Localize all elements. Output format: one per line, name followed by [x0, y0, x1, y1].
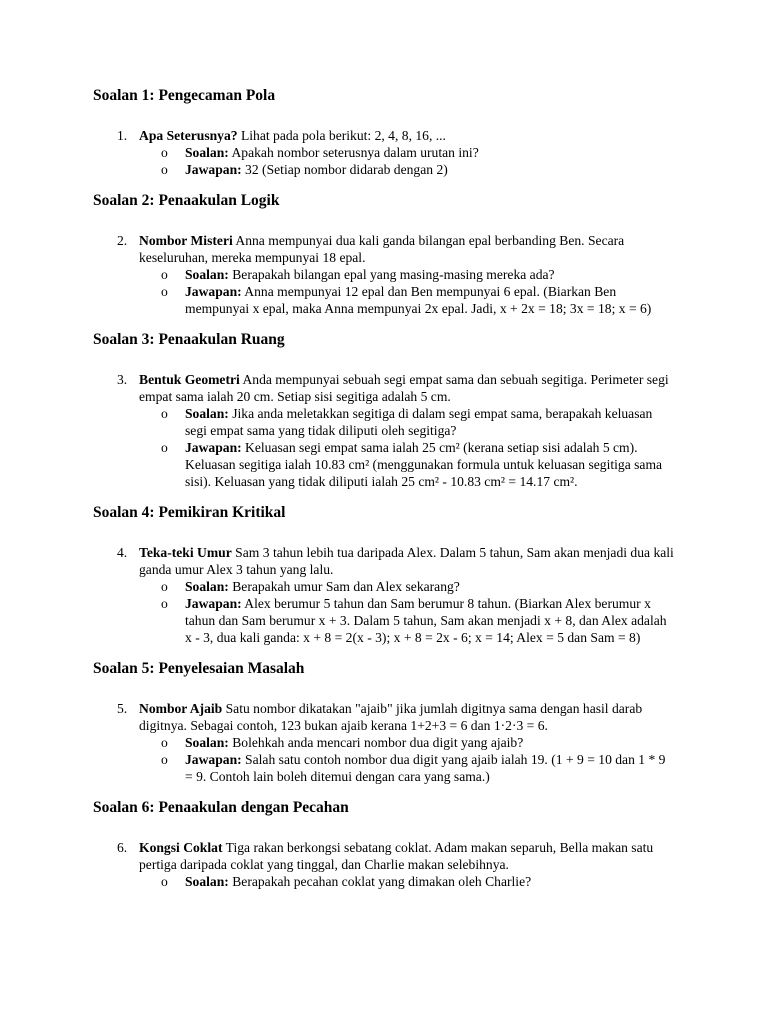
item-title: Bentuk Geometri [139, 372, 240, 387]
section-3 [93, 330, 676, 490]
sub-item-soalan [139, 266, 676, 283]
question-item [93, 127, 676, 178]
section-heading: Soalan 2: Penaakulan Logik [93, 192, 280, 209]
item-title: Teka-teki Umur [139, 545, 232, 560]
question-item [93, 839, 676, 890]
item-number: 5. [117, 701, 128, 716]
sub-text: Anna mempunyai 12 epal dan Ben mempunyai 6 epal. (Biarkan Ben mempunyai x epal, maka Anna mempunyai 2x epal. Jadi, x + 2x = 18; 3x = 18; x = 6) [185, 284, 652, 316]
question-item [93, 371, 676, 490]
sub-item-jawapan [139, 595, 676, 646]
question-item [93, 700, 676, 785]
section-6 [93, 798, 676, 890]
sub-label: Soalan: [185, 267, 229, 282]
sub-label: Soalan: [185, 406, 229, 421]
bullet-icon: o [161, 440, 168, 455]
bullet-icon: o [161, 284, 168, 299]
item-number: 6. [117, 840, 128, 855]
bullet-icon: o [161, 596, 168, 611]
item-number: 1. [117, 128, 128, 143]
item-title: Nombor Ajaib [139, 701, 223, 716]
bullet-icon: o [161, 752, 168, 767]
item-title: Nombor Misteri [139, 233, 233, 248]
item-text: Anna mempunyai dua kali ganda bilangan epal berbanding Ben. Secara keseluruhan, mereka mempunyai 18 epal. [139, 233, 625, 265]
bullet-icon: o [161, 579, 168, 594]
bullet-icon: o [161, 267, 168, 282]
sub-label: Soalan: [185, 874, 229, 889]
sub-text: Berapakah pecahan coklat yang dimakan oleh Charlie? [228, 874, 532, 889]
bullet-icon: o [161, 735, 168, 750]
sub-item-soalan [139, 144, 676, 161]
question-item [93, 544, 676, 646]
sub-text: Apakah nombor seterusnya dalam urutan ini? [228, 145, 479, 160]
sub-text: Jika anda meletakkan segitiga di dalam segi empat sama, berapakah keluasan segi empat sama yang tidak diliputi oleh segitiga? [185, 406, 653, 438]
sub-list [139, 734, 676, 785]
sub-item-jawapan [139, 439, 676, 490]
section-heading: Soalan 3: Penaakulan Ruang [93, 331, 285, 348]
sub-item-jawapan [139, 161, 676, 178]
sub-item-soalan [139, 405, 676, 439]
section-2 [93, 191, 676, 317]
item-text: Sam 3 tahun lebih tua daripada Alex. Dalam 5 tahun, Sam akan menjadi dua kali ganda umur Alex 3 tahun yang lalu. [139, 545, 674, 577]
sub-list [139, 873, 676, 890]
sub-text: Berapakah bilangan epal yang masing-masing mereka ada? [228, 267, 555, 282]
section-4 [93, 503, 676, 646]
sub-list [139, 405, 676, 490]
sub-label: Soalan: [185, 735, 229, 750]
bullet-icon: o [161, 162, 168, 177]
sub-label: Soalan: [185, 579, 229, 594]
sub-item-soalan [139, 873, 676, 890]
item-number: 4. [117, 545, 128, 560]
sub-list [139, 144, 676, 178]
sub-list [139, 266, 676, 317]
sub-label: Jawapan: [185, 440, 242, 455]
item-text: Tiga rakan berkongsi sebatang coklat. Adam makan separuh, Bella makan satu pertiga daripada coklat yang tinggal, dan Charlie makan selebihnya. [139, 840, 654, 872]
section-heading: Soalan 6: Penaakulan dengan Pecahan [93, 799, 349, 816]
item-title: Apa Seterusnya? [139, 128, 238, 143]
sub-item-jawapan [139, 283, 676, 317]
sub-text: Berapakah umur Sam dan Alex sekarang? [228, 579, 460, 594]
section-1 [93, 86, 676, 178]
item-text: Lihat pada pola berikut: 2, 4, 8, 16, ... [237, 128, 446, 143]
sub-text: Salah satu contoh nombor dua digit yang ajaib ialah 19. (1 + 9 = 10 dan 1 * 9 = 9. Contoh lain boleh ditemui dengan cara yang sama.) [185, 752, 666, 784]
sub-text: 32 (Setiap nombor didarab dengan 2) [241, 162, 448, 177]
item-text: Satu nombor dikatakan "ajaib" jika jumlah digitnya sama dengan hasil darab digitnya. Sebagai contoh, 123 bukan ajaib kerana 1+2+3 = 6 dan 1·2·3 = 6. [139, 701, 643, 733]
section-5 [93, 659, 676, 785]
sub-item-soalan [139, 734, 676, 751]
item-text: Anda mempunyai sebuah segi empat sama dan sebuah segitiga. Perimeter segi empat sama ialah 20 cm. Setiap sisi segitiga adalah 5 cm. [139, 372, 669, 404]
section-heading: Soalan 1: Pengecaman Pola [93, 87, 276, 104]
sub-text: Alex berumur 5 tahun dan Sam berumur 8 tahun. (Biarkan Alex berumur x tahun dan Sam berumur x + 3. Dalam 5 tahun, Sam akan menjadi x + 8, dan Alex adalah x - 3, dua kali ganda: x + 8 = 2(x - 3); x + 8 = 2x - 6; x = 14; Alex = 5 dan Sam = 8) [185, 596, 667, 645]
section-heading: Soalan 4: Pemikiran Kritikal [93, 504, 286, 521]
sub-list [139, 578, 676, 646]
sub-label: Jawapan: [185, 596, 242, 611]
bullet-icon: o [161, 874, 168, 889]
section-heading: Soalan 5: Penyelesaian Masalah [93, 660, 305, 677]
bullet-icon: o [161, 145, 168, 160]
sub-label: Jawapan: [185, 752, 242, 767]
sub-item-jawapan [139, 751, 676, 785]
bullet-icon: o [161, 406, 168, 421]
sub-item-soalan [139, 578, 676, 595]
sub-text: Bolehkah anda mencari nombor dua digit yang ajaib? [228, 735, 524, 750]
sub-label: Jawapan: [185, 284, 242, 299]
sub-text: Keluasan segi empat sama ialah 25 cm² (kerana setiap sisi adalah 5 cm). Keluasan segitiga ialah 10.83 cm² (menggunakan formula untuk keluasan segitiga sama sisi). Keluasan yang tidak diliputi ialah 25 cm² - 10.83 cm² = 14.17 cm². [185, 440, 663, 489]
item-number: 3. [117, 372, 128, 387]
item-number: 2. [117, 233, 128, 248]
sub-label: Soalan: [185, 145, 229, 160]
sub-label: Jawapan: [185, 162, 242, 177]
item-title: Kongsi Coklat [139, 840, 223, 855]
question-item [93, 232, 676, 317]
